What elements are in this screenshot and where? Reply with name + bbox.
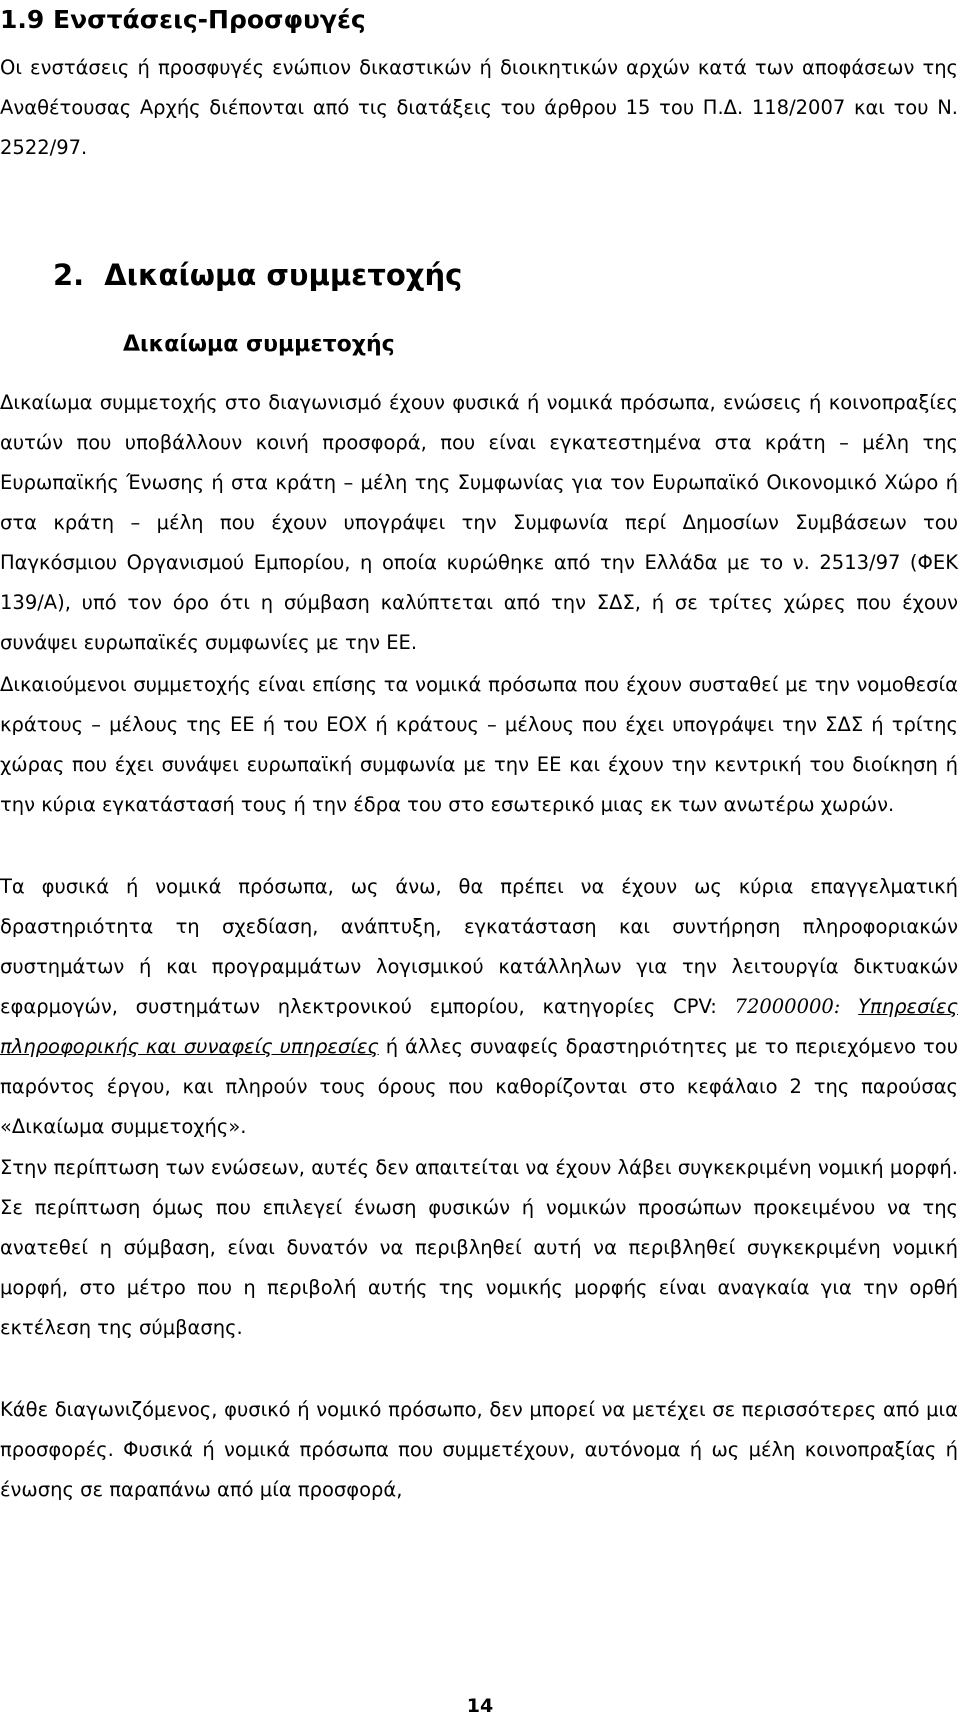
cpv-code: 72000000: <box>734 995 841 1018</box>
paragraph-text: Τα φυσικά ή νομικά πρόσωπα, ως άνω, θα πρέπει να έχουν ως κύρια επαγγελματική δραστηριότητα τη σχεδίαση, ανάπτυξη, εγκατάσταση και συντήρηση πληροφοριακών συστημάτων ή και προγραμμάτων λογισμικού κατάλληλων για την λειτουργία δικτυακών εφαρμογών, συστημάτων ηλεκτρονικού εμπορίου, κατηγορίες CPV: <box>0 875 958 1018</box>
paragraph-unions: Στην περίπτωση των ενώσεων, αυτές δεν απαιτείται να έχουν λάβει συγκεκριμένη νομική μορφή. Σε περίπτωση όμως που επιλεγεί ένωση φυσικών ή νομικών προσώπων προκειμένου να της ανατεθεί η σύμβαση, είναι δυνατόν να περιβληθεί αυτή να περιβληθεί συγκεκριμένη νομική μορφή, στο μέτρο που η περιβολή αυτής της νομικής μορφής είναι αναγκαία για την ορθή εκτέλεση της σύμβασης. <box>0 1156 958 1339</box>
cpv-description: Υπηρεσίες πληροφορικής και συναφείς υπηρεσίες <box>0 995 959 1058</box>
paragraph-professional-activity <box>0 867 958 1147</box>
chapter-subheading: Δικαίωμα συμμετοχής <box>123 332 395 357</box>
paragraph-participation-eligibility: Δικαίωμα συμμετοχής στο διαγωνισμό έχουν φυσικά ή νομικά πρόσωπα, ενώσεις ή κοινοπραξίες αυτών που υποβάλλουν κοινή προσφορά, που είναι εγκατεστημένα στα κράτη – μέλη της Ευρωπαϊκής Ένωσης ή στα κράτη – μέλη της Συμφωνίας για τον Ευρωπαϊκό Οικονομικό Χώρο ή στα κράτη – μέλη που έχουν υπογράψει την Συμφωνία περί Δημοσίων Συμβάσεων του Παγκόσμιου Οργανισμού Εμπορίου, η οποία κυρώθηκε από την Ελλάδα με το ν. 2513/97 (ΦΕΚ 139/Α), υπό τον όρο ότι η σύμβαση καλύπτεται από την ΣΔΣ, ή σε τρίτες χώρες που έχουν συνάψει ευρωπαϊκές συμφωνίες με την ΕΕ. <box>0 391 958 654</box>
section-heading: 1.9 Ενστάσεις-Προσφυγές <box>0 5 366 34</box>
chapter-heading <box>53 255 462 295</box>
page-number: 14 <box>466 1695 494 1717</box>
chapter-number: 2. <box>53 258 85 292</box>
paragraph-text: ή άλλες συναφείς δραστηριότητες με το περιεχόμενο του παρόντος έργου, και πληρούν τους όρους που καθορίζονται στο κεφάλαιο 2 της παρούσας «Δικαίωμα συμμετοχής». <box>0 1035 958 1138</box>
chapter-title: Δικαίωμα συμμετοχής <box>104 258 463 292</box>
paragraph-single-offer: Κάθε διαγωνιζόμενος, φυσικό ή νομικό πρόσωπο, δεν μπορεί να μετέχει σε περισσότερες από μια προσφορές. Φυσικά ή νομικά πρόσωπα που συμμετέχουν, αυτόνομα ή ως μέλη κοινοπραξίας ή ένωσης σε παραπάνω από μία προσφορά, <box>0 1398 958 1501</box>
section-paragraph: Οι ενστάσεις ή προσφυγές ενώπιον δικαστικών ή διοικητικών αρχών κατά των αποφάσεων της Αναθέτουσας Αρχής διέπονται από τις διατάξεις του άρθρου 15 του Π.Δ. 118/2007 και του Ν. 2522/97. <box>0 56 958 159</box>
paragraph-legal-entities: Δικαιούμενοι συμμετοχής είναι επίσης τα νομικά πρόσωπα που έχουν συσταθεί με την νομοθεσία κράτους – μέλους της ΕΕ ή του ΕΟΧ ή κράτους – μέλους που έχει υπογράψει την ΣΔΣ ή τρίτης χώρας που έχει συνάψει ευρωπαϊκή συμφωνία με την ΕΕ και έχουν την κεντρική του διοίκηση ή την κύρια εγκατάστασή τους ή την έδρα του στο εσωτερικό μιας εκ των ανωτέρω χωρών. <box>0 673 958 816</box>
